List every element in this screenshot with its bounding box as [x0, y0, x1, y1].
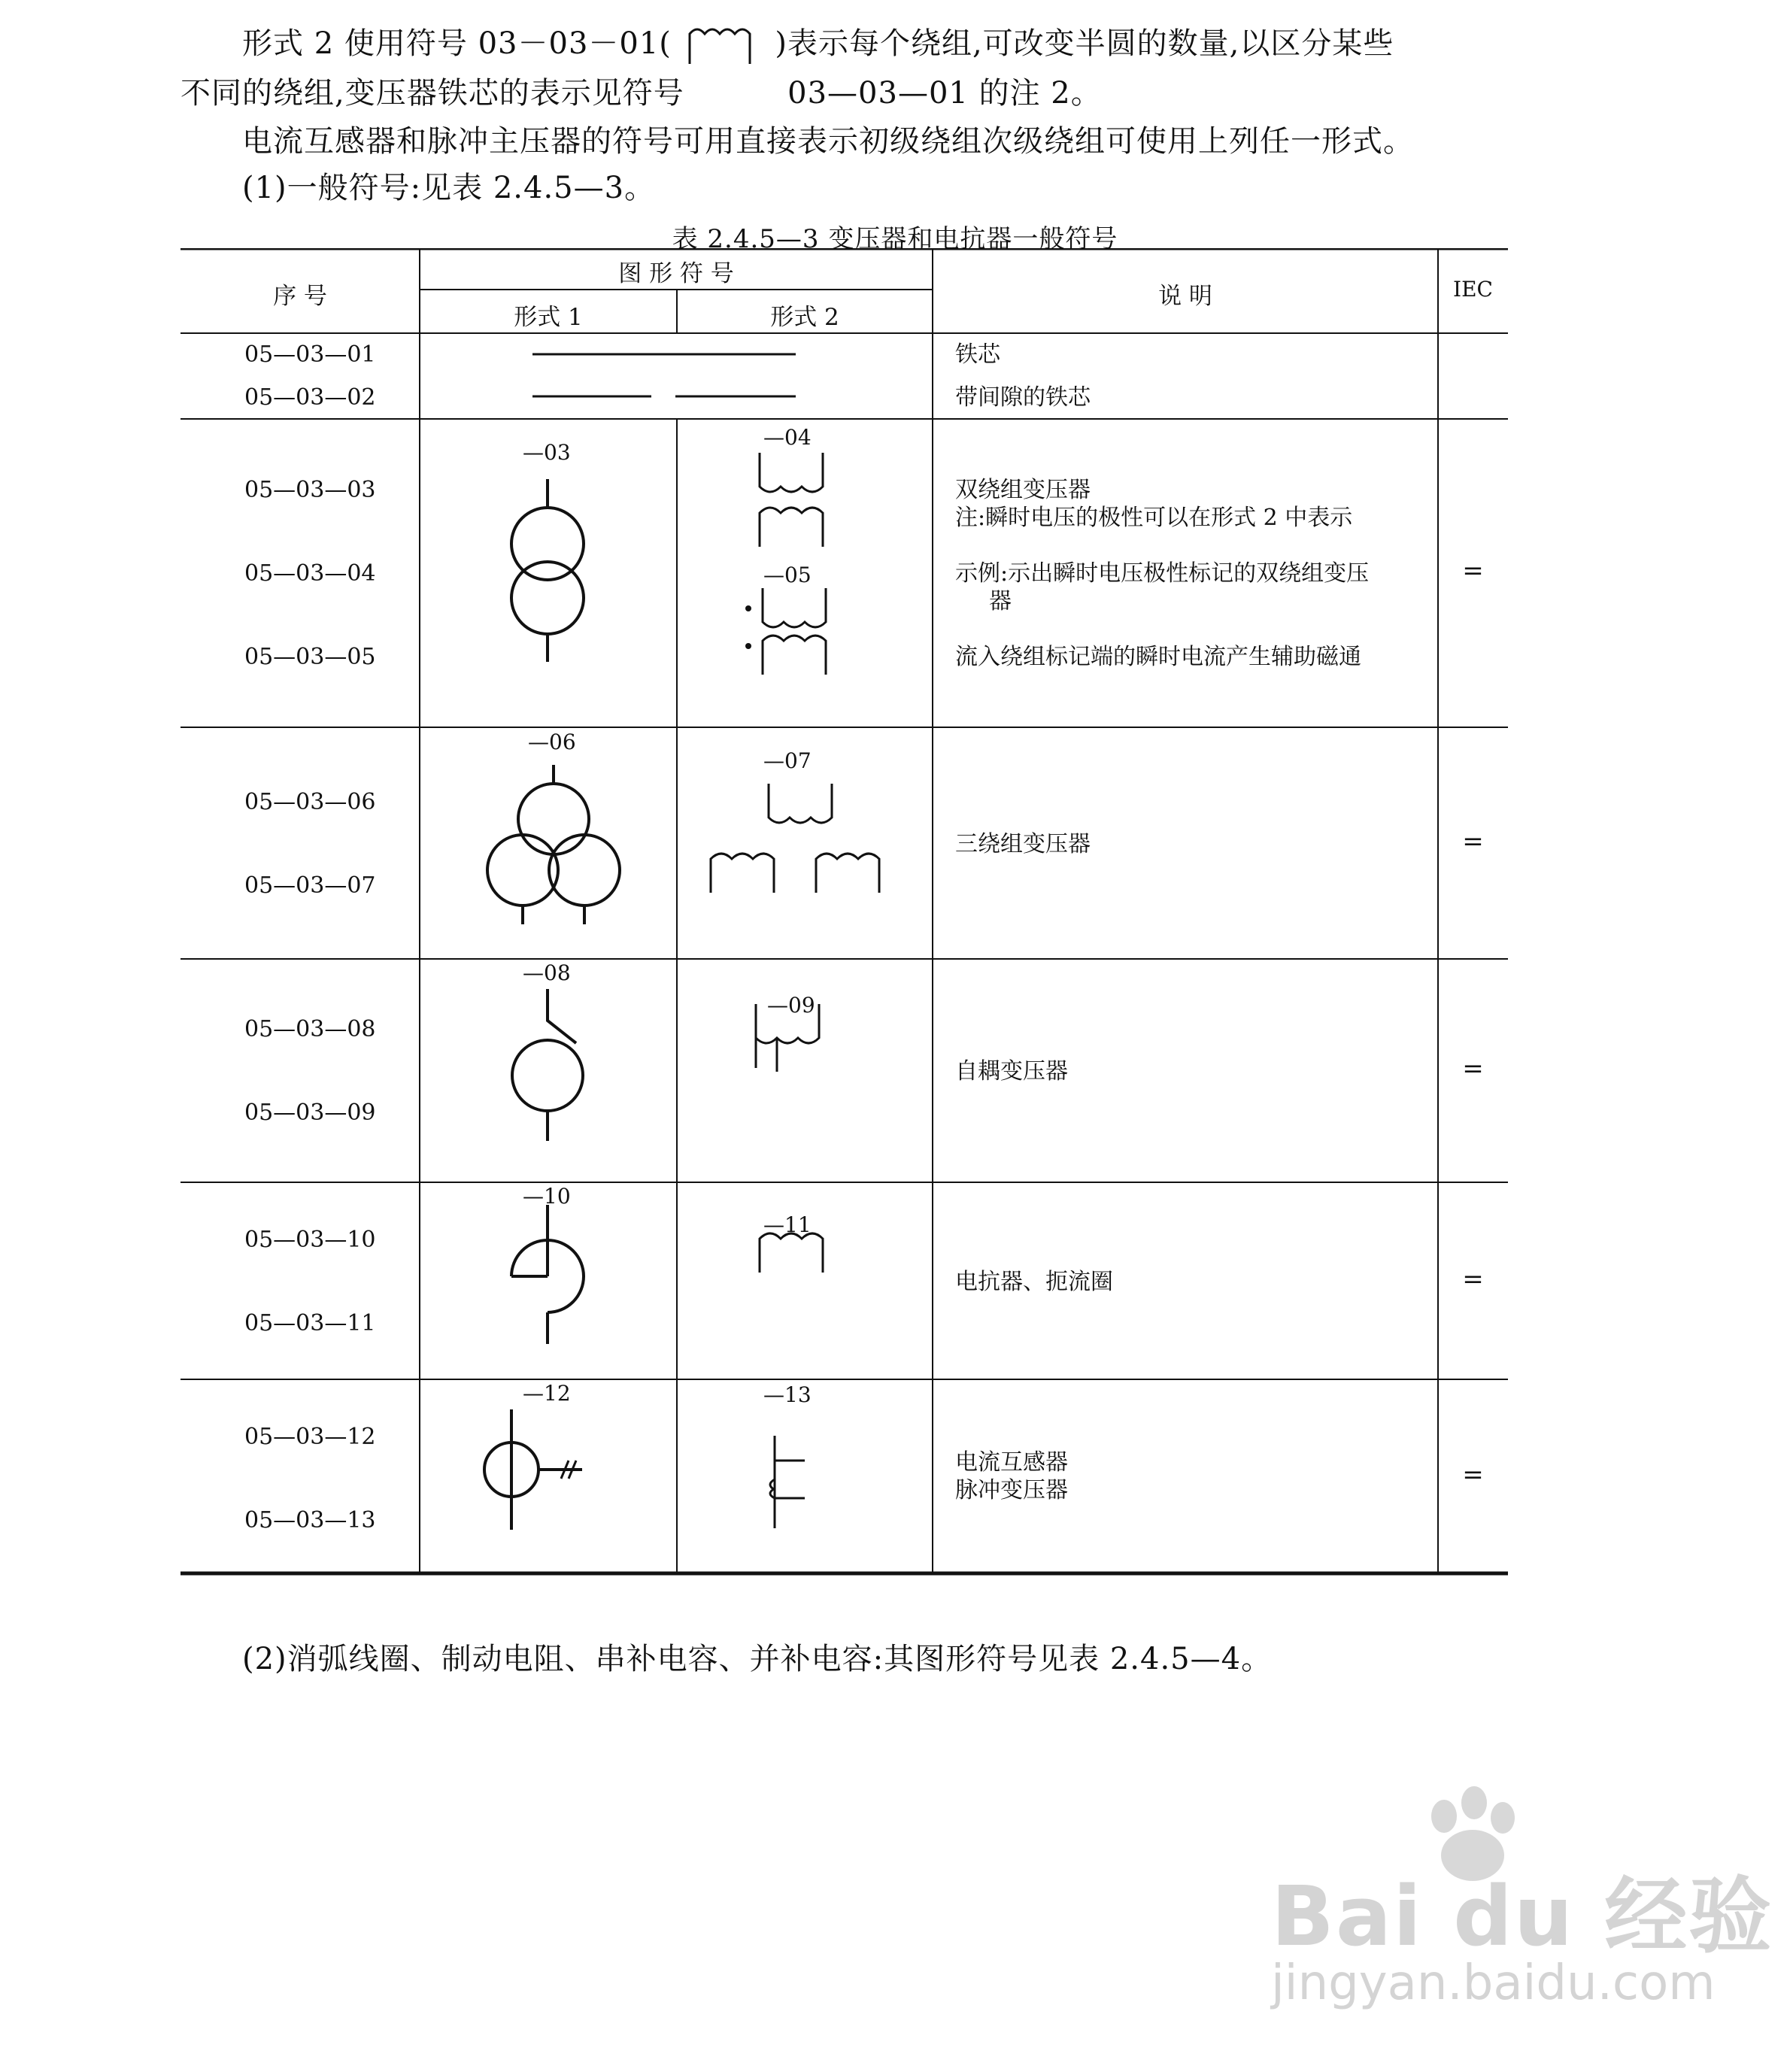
code-05-03-07: 05—03—07	[244, 872, 376, 899]
code-05-03-05: 05—03—05	[244, 644, 376, 670]
label-12: —12	[523, 1381, 571, 1406]
iec-row-2: =	[1462, 556, 1484, 586]
reactor-coil-icon	[677, 1182, 933, 1379]
code-05-03-03: 05—03—03	[244, 477, 376, 503]
label-11: —11	[763, 1212, 812, 1237]
code-05-03-09: 05—03—09	[244, 1100, 376, 1126]
code-05-03-08: 05—03—08	[244, 1016, 376, 1042]
label-09: —09	[767, 993, 815, 1018]
watermark-url: jingyan.baidu.com	[1271, 1955, 1716, 2011]
iec-row-6: =	[1462, 1460, 1484, 1490]
label-07: —07	[763, 748, 812, 773]
label-08: —08	[523, 960, 571, 985]
code-05-03-04: 05—03—04	[244, 560, 376, 587]
three-winding-coil-icon	[677, 727, 933, 959]
desc-pulse-transformer: 脉冲变压器	[955, 1477, 1068, 1503]
two-winding-coil-icon	[677, 419, 933, 727]
code-05-03-13: 05—03—13	[244, 1507, 376, 1534]
desc-gapped-core: 带间隙的铁芯	[955, 384, 1091, 411]
header-iec: IEC	[1453, 277, 1493, 302]
header-seq: 序 号	[273, 283, 327, 310]
autotransformer-coil-icon	[677, 959, 933, 1182]
label-05: —05	[763, 563, 812, 587]
reactor-icon	[420, 1182, 677, 1379]
iec-row-3: =	[1462, 827, 1484, 857]
code-05-03-10: 05—03—10	[244, 1227, 376, 1253]
table-caption: 表 2.4.5—3 变压器和电抗器一般符号	[672, 224, 1118, 254]
desc-note-polarity: 注:瞬时电压的极性可以在形式 2 中表示	[955, 505, 1353, 531]
label-04: —04	[763, 425, 812, 450]
header-form1: 形式 1	[514, 304, 583, 331]
desc-three-winding: 三绕组变压器	[955, 831, 1091, 857]
header-graphic: 图 形 符 号	[618, 260, 734, 287]
footer-line: (2)消弧线圈、制动电阻、串补电容、并补电容:其图形符号见表 2.4.5—4。	[242, 1642, 1273, 1676]
iec-row-5: =	[1462, 1264, 1484, 1294]
code-05-03-06: 05—03—06	[244, 789, 376, 815]
two-winding-transformer-icon	[420, 419, 677, 727]
header-desc: 说 明	[1158, 283, 1212, 310]
code-05-03-02: 05—03—02	[244, 384, 376, 411]
intro-line-2	[181, 72, 1102, 114]
code-05-03-12: 05—03—12	[244, 1424, 376, 1450]
current-transformer-icon	[420, 1379, 677, 1573]
header-form2: 形式 2	[770, 304, 839, 331]
intro-line-1b: )表示每个绕组,可改变半圆的数量,以区分某些	[775, 26, 1394, 61]
iron-core-icon	[420, 333, 933, 419]
intro-line-1	[242, 23, 1394, 67]
symbol-table	[181, 248, 1508, 1579]
desc-aux-flux: 流入绕组标记端的瞬时电流产生辅助磁通	[955, 644, 1361, 670]
intro-line-2b: 03—03—01 的注 2。	[787, 76, 1102, 111]
label-06: —06	[528, 730, 576, 754]
code-05-03-01: 05—03—01	[244, 341, 376, 368]
desc-two-winding: 双绕组变压器	[955, 477, 1091, 503]
watermark-brand: Bai du 经验	[1271, 1868, 1773, 1964]
code-05-03-11: 05—03—11	[244, 1310, 376, 1336]
intro-line-1a: 形式 2 使用符号 03－03－01(	[242, 26, 672, 61]
desc-current-transformer: 电流互感器	[955, 1449, 1068, 1476]
desc-iron-core: 铁芯	[955, 341, 1000, 368]
winding-symbol-icon	[682, 25, 765, 67]
iec-row-4: =	[1462, 1054, 1484, 1084]
desc-example-cont: 器	[989, 588, 1012, 614]
desc-autotransformer: 自耦变压器	[955, 1058, 1068, 1085]
three-winding-transformer-icon	[420, 727, 677, 959]
autotransformer-icon	[420, 959, 677, 1182]
desc-example: 示例:示出瞬时电压极性标记的双绕组变压	[955, 560, 1370, 587]
label-13: —13	[763, 1382, 812, 1407]
intro-line-4: (1)一般符号:见表 2.4.5—3。	[242, 171, 656, 205]
desc-reactor: 电抗器、扼流圈	[955, 1269, 1113, 1295]
label-10: —10	[523, 1184, 571, 1209]
label-03: —03	[523, 440, 571, 465]
intro-line-3: 电流互感器和脉冲主压器的符号可用直接表示初级绕组次级绕组可使用上列任一形式。	[242, 124, 1414, 159]
pulse-transformer-icon	[677, 1379, 933, 1573]
intro-line-2a: 不同的绕组,变压器铁芯的表示见符号	[181, 76, 684, 111]
